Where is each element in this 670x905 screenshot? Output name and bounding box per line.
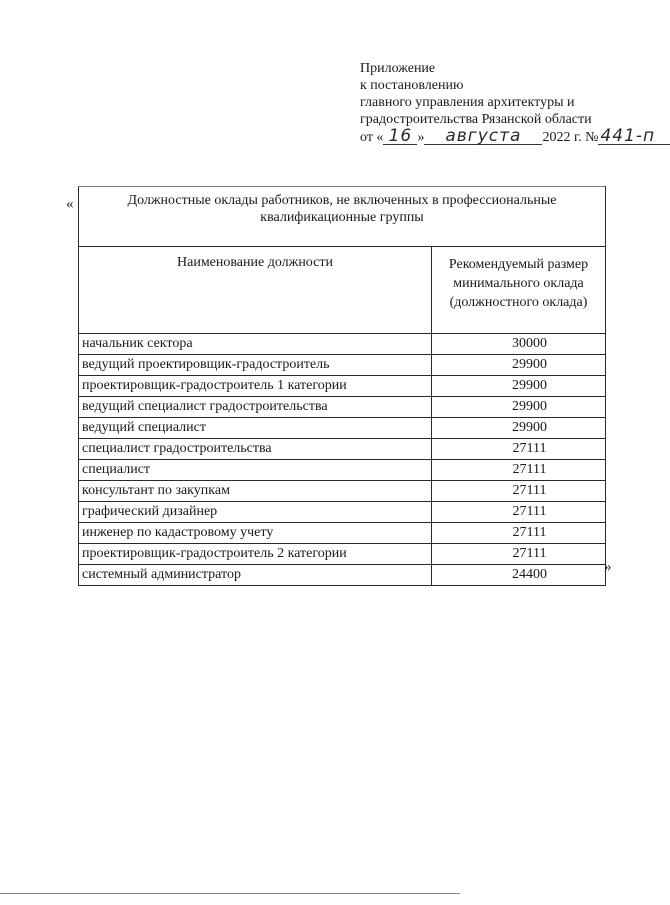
- table-row: [79, 481, 606, 502]
- table-title-row: [79, 187, 606, 247]
- table-row: [79, 418, 606, 439]
- handwritten-day: 16: [383, 128, 417, 145]
- appendix-line-3: главного управления архитектуры и: [360, 95, 575, 110]
- salary-cell: 29900: [432, 418, 606, 439]
- position-cell: ведущий проектировщик-градостроитель: [79, 355, 432, 376]
- salary-cell: 27111: [432, 460, 606, 481]
- position-cell: начальник сектора: [79, 334, 432, 355]
- salary-cell: 29900: [432, 397, 606, 418]
- table-row: [79, 565, 606, 586]
- date-mid: »: [417, 130, 425, 145]
- table-header-row: [79, 247, 606, 334]
- table-row: [79, 355, 606, 376]
- position-cell: ведущий специалист: [79, 418, 432, 439]
- appendix-header: [360, 60, 656, 146]
- position-cell: консультант по закупкам: [79, 481, 432, 502]
- table-row: [79, 544, 606, 565]
- table-row: [79, 460, 606, 481]
- handwritten-doc-number: 441-п: [598, 128, 670, 145]
- position-cell: специалист градостроительства: [79, 439, 432, 460]
- position-cell: системный администратор: [79, 565, 432, 586]
- date-prefix: от «: [360, 130, 384, 145]
- table-title: Должностные оклады работников, не включенных в профессиональные квалификационные группы: [79, 187, 606, 247]
- handwritten-month: августа: [424, 128, 542, 145]
- position-cell: графический дизайнер: [79, 502, 432, 523]
- appendix-line-4: градостроительства Рязанской области: [360, 112, 592, 127]
- salary-cell: 24400: [432, 565, 606, 586]
- salary-cell: 29900: [432, 376, 606, 397]
- salary-table: [78, 186, 606, 586]
- salary-cell: 27111: [432, 544, 606, 565]
- position-cell: проектировщик-градостроитель 2 категории: [79, 544, 432, 565]
- salary-cell: 27111: [432, 481, 606, 502]
- opening-quote: «: [66, 196, 74, 212]
- date-year: 2022 г. №: [542, 130, 599, 145]
- appendix-line-2: к постановлению: [360, 78, 464, 93]
- page-bottom-divider: [0, 893, 460, 894]
- appendix-date-line: [360, 126, 656, 146]
- salary-cell: 27111: [432, 502, 606, 523]
- table-row: [79, 376, 606, 397]
- position-cell: ведущий специалист градостроительства: [79, 397, 432, 418]
- table-row: [79, 439, 606, 460]
- position-cell: инженер по кадастровому учету: [79, 523, 432, 544]
- closing-quote: »: [604, 559, 612, 575]
- appendix-line-1: Приложение: [360, 61, 436, 76]
- salary-cell: 30000: [432, 334, 606, 355]
- position-cell: специалист: [79, 460, 432, 481]
- position-cell: проектировщик-градостроитель 1 категории: [79, 376, 432, 397]
- column-header-salary: Рекомендуемый размер минимального оклада (должностного оклада): [432, 247, 606, 334]
- salary-cell: 29900: [432, 355, 606, 376]
- table-row: [79, 334, 606, 355]
- column-header-position: Наименование должности: [79, 247, 432, 334]
- salary-cell: 27111: [432, 439, 606, 460]
- table-row: [79, 523, 606, 544]
- table-row: [79, 502, 606, 523]
- salary-cell: 27111: [432, 523, 606, 544]
- table-row: [79, 397, 606, 418]
